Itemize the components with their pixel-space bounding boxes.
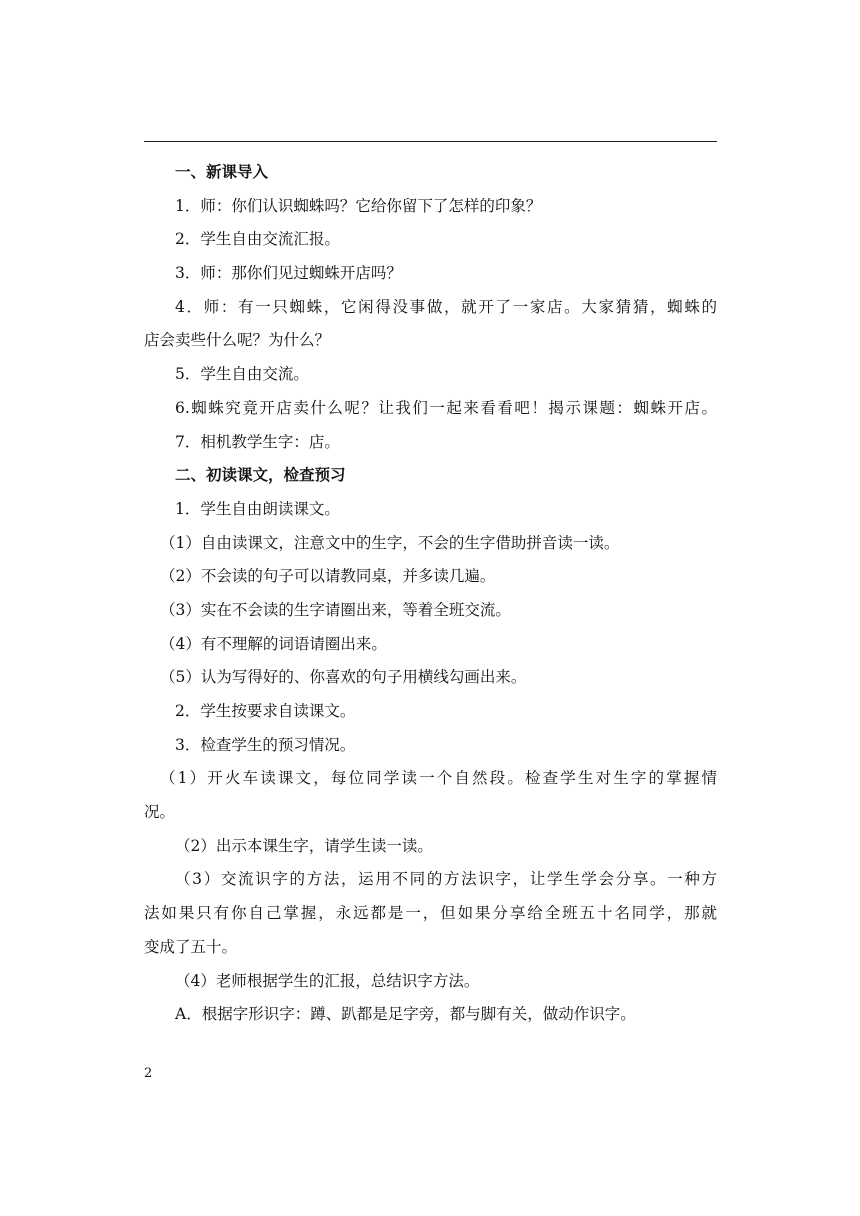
paragraph-continuation: 法如果只有你自己掌握，永远都是一，但如果分享给全班五十名同学，那就	[144, 904, 717, 923]
paragraph: 6.蜘蛛究竟开店卖什么呢？让我们一起来看看吧！揭示课题：蜘蛛开店。	[175, 398, 717, 417]
list-item: （1）开火车读课文，每位同学读一个自然段。检查学生对生字的掌握情	[160, 769, 717, 788]
paragraph: 5．学生自由交流。	[175, 365, 309, 384]
list-item: （1）自由读课文，注意文中的生字，不会的生字借助拼音读一读。	[160, 533, 620, 552]
paragraph: 2．学生自由交流汇报。	[175, 230, 340, 249]
document-body	[144, 162, 717, 1038]
paragraph: 3．师：那你们见过蜘蛛开店吗？	[175, 264, 402, 283]
paragraph-continuation: 变成了五十。	[144, 937, 238, 956]
list-item: （4）老师根据学生的汇报，总结识字方法。	[175, 971, 480, 990]
section-heading-1: 一、新课导入	[175, 162, 269, 181]
list-item: （3）交流识字的方法，运用不同的方法识字，让学生学会分享。一种方	[175, 870, 717, 889]
list-item: （4）有不理解的词语请圈出来。	[160, 634, 387, 653]
header-rule	[144, 141, 717, 142]
list-item: （5）认为写得好的、你喜欢的句子用横线勾画出来。	[160, 668, 527, 687]
paragraph-continuation: 况。	[144, 803, 176, 822]
paragraph: 2．学生按要求自读课文。	[175, 702, 356, 720]
paragraph: 1．学生自由朗读课文。	[175, 499, 340, 518]
paragraph: 7．相机教学生字：店。	[175, 432, 340, 451]
list-item: A．根据字形识字：蹲、趴都是足字旁，都与脚有关，做动作识字。	[175, 1005, 636, 1024]
paragraph: 3．检查学生的预习情况。	[175, 735, 356, 754]
list-item: （3）实在不会读的生字请圈出来，等着全班交流。	[160, 600, 511, 619]
paragraph-continuation: 店会卖些什么呢？为什么？	[144, 331, 331, 350]
list-item: （2）不会读的句子可以请教同桌，并多读几遍。	[160, 567, 496, 586]
paragraph: 1．师：你们认识蜘蛛吗？它给你留下了怎样的印象？	[175, 196, 542, 215]
section-heading-2: 二、初读课文，检查预习	[175, 465, 346, 485]
page-number: 2	[144, 1066, 153, 1081]
paragraph: 4．师：有一只蜘蛛，它闲得没事做，就开了一家店。大家猜猜，蜘蛛的	[175, 297, 717, 316]
list-item: （2）出示本课生字，请学生读一读。	[175, 836, 433, 855]
